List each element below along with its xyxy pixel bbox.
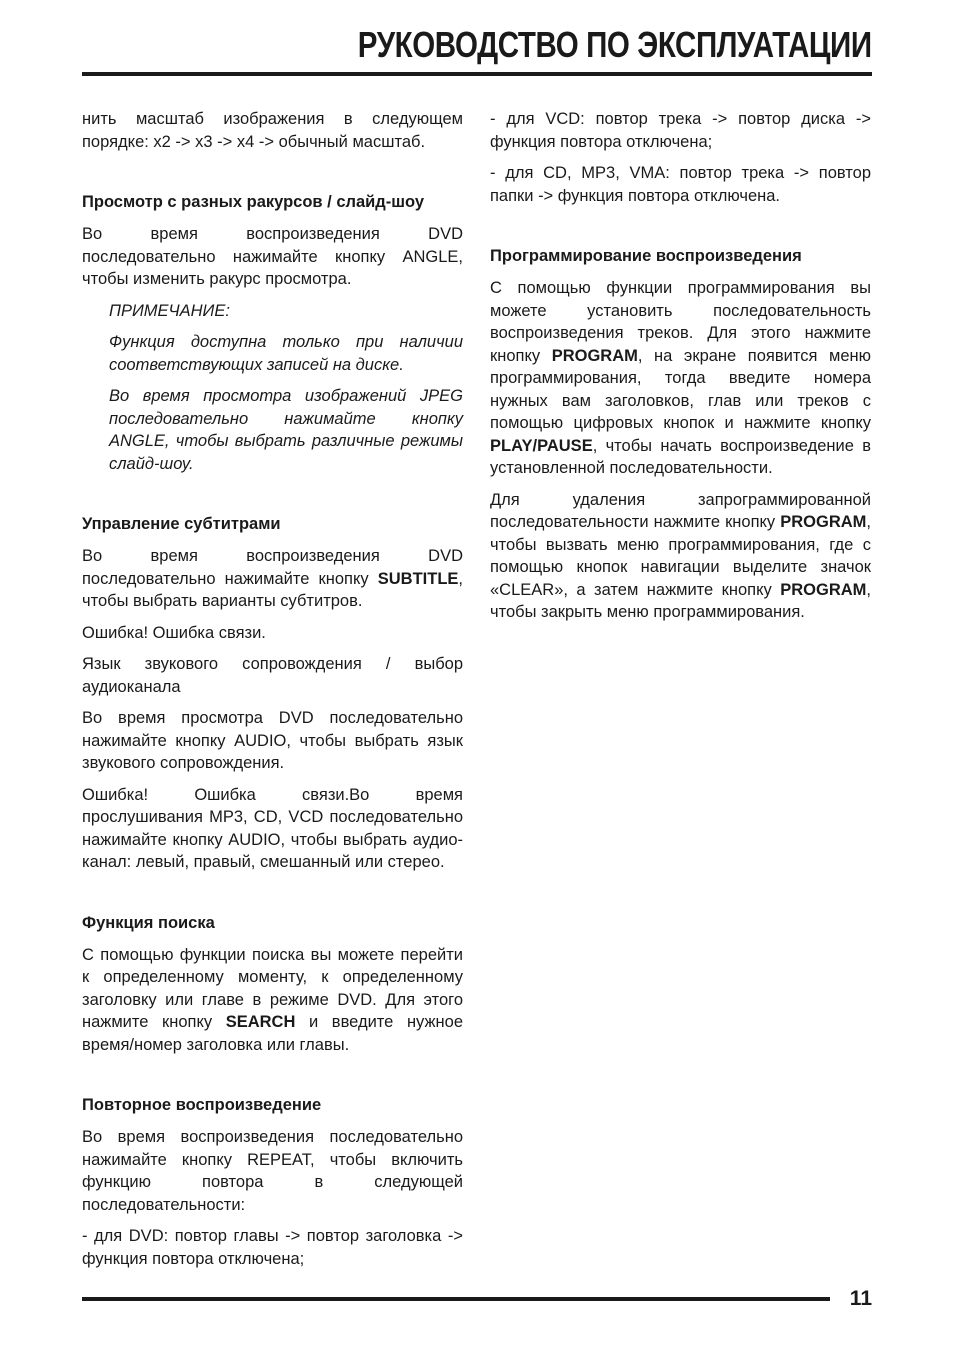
- audio-dvd-paragraph: Во время просмотра DVD последовательно нажимайте кнопку AUDIO, чтобы выбрать язык звукового сопровождения.: [82, 709, 463, 772]
- search-paragraph: [82, 944, 463, 1057]
- subtitle-key: SUBTITLE: [377, 569, 459, 588]
- header-rule: [82, 72, 872, 76]
- repeat-heading: Повторное воспроизведение: [82, 1096, 322, 1114]
- angle-heading: Просмотр с разных ракурсов / слайд-шоу: [82, 193, 425, 211]
- left-column: [82, 108, 463, 1279]
- program-paragraph-1: [490, 277, 871, 480]
- note-label: ПРИМЕЧАНИЕ:: [109, 301, 230, 320]
- audio-title-paragraph: Язык звукового сопровождения / выбор аудиоканала: [82, 655, 463, 696]
- search-text-b: и введите нужное время/номер заголовка или главы.: [82, 1013, 463, 1054]
- program-text-b: , на экране появится меню программирования, тогда введите номера нужных вам заголовков, глав или треков с помощью цифровых кнопок и нажмите кнопку: [490, 346, 871, 432]
- angle-paragraph: Во время воспроизведения DVD последовательно нажимайте кнопку ANGLE, чтобы изменить ракурс просмотра.: [82, 225, 463, 288]
- repeat-paragraph: Во время воспроизведения последовательно нажимайте кнопку REPEAT, чтобы включить функцию повтора в следующей последовательности:: [82, 1128, 463, 1214]
- subtitles-text-a: Во время воспроизведения DVD последовательно нажимайте кнопку: [82, 547, 463, 588]
- subtitles-text-b: , чтобы выбрать варианты субтитров.: [82, 569, 463, 610]
- program-key-1: PROGRAM: [551, 346, 638, 365]
- program-text-f: , чтобы закрыть меню программирования.: [490, 580, 871, 621]
- note-paragraph-2: Во время просмотра изображений JPEG последовательно нажимайте кнопку ANGLE, чтобы выбрать различные режимы слайд-шоу.: [109, 387, 463, 473]
- error-paragraph: Ошибка! Ошибка связи.: [82, 623, 266, 642]
- search-heading: Функция поиска: [82, 913, 215, 932]
- program-paragraph-2: [490, 489, 871, 624]
- intro-paragraph: нить масштаб изображения в следующем порядке: x2 -> x3 -> x4 -> обычный масштаб.: [82, 110, 463, 151]
- program-text-e: , чтобы вызвать меню программирования, где с помощью кнопок навигации выделите значок «CLEAR», а затем нажмите кнопку: [490, 513, 871, 599]
- note-paragraph-1: Функция доступна только при наличии соответствующих записей на диске.: [109, 333, 463, 374]
- footer-rule: [82, 1297, 830, 1301]
- repeat-vcd-paragraph: - для VCD: повтор трека -> повтор диска -> функция повтора отключена;: [490, 110, 871, 151]
- audio-mp3-paragraph: Ошибка! Ошибка связи.Во время прослушивания MP3, CD, VCD последовательно нажимайте кнопку AUDIO, чтобы выбрать аудио-канал: левый, правый, смешанный или стерео.: [82, 785, 463, 871]
- page-number: 11: [849, 1287, 872, 1310]
- repeat-dvd-paragraph: - для DVD: повтор главы -> повтор заголовка -> функция повтора отключена;: [82, 1227, 463, 1268]
- subtitles-paragraph: [82, 545, 463, 613]
- search-key: SEARCH: [225, 1013, 296, 1031]
- program-text-a: С помощью функции программирования вы можете установить последовательность воспроизведения треков. Для этого нажмите кнопку: [490, 279, 871, 365]
- right-column: [490, 108, 871, 633]
- program-text-c: , чтобы начать воспроизведение в установленной последовательности.: [490, 436, 871, 477]
- program-key-2: PROGRAM: [780, 513, 867, 531]
- repeat-cd-paragraph: - для CD, MP3, VMA: повтор трека -> повтор папки -> функция повтора отключена.: [490, 164, 871, 205]
- program-heading: Программирование воспроизведения: [490, 247, 802, 265]
- program-text-d: Для удаления запрограммированной последовательности нажмите кнопку: [490, 490, 871, 531]
- subtitles-heading: Управление субтитрами: [82, 515, 281, 533]
- search-text-a: С помощью функции поиска вы можете перейти к определенному моменту, к определенному заголовку или главе в режиме DVD. Для этого нажмите кнопку: [82, 945, 463, 1031]
- play-pause-key: PLAY/PAUSE: [490, 436, 593, 455]
- page-header-title: РУКОВОДСТВО ПО ЭКСПЛУАТАЦИИ: [358, 24, 872, 65]
- program-key-3: PROGRAM: [780, 580, 867, 599]
